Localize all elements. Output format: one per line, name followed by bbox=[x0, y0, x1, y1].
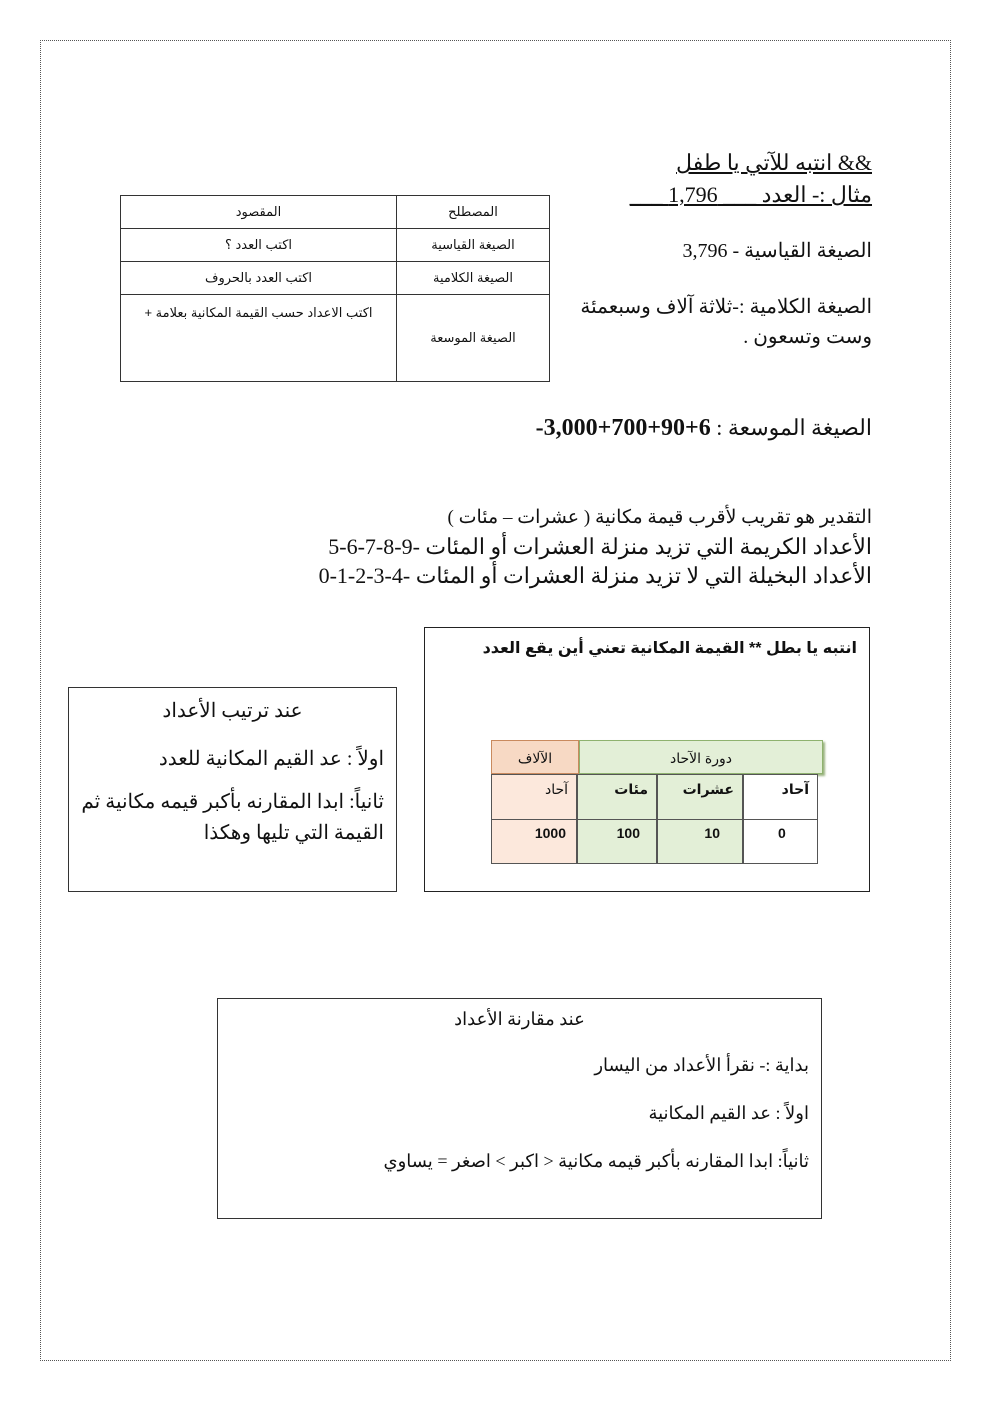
expanded-form-value: -3,000+700+90+6 bbox=[535, 415, 711, 441]
column-label: آحاد bbox=[781, 781, 809, 797]
verbal-form-line1: الصيغة الكلامية :-ثلاثة آلاف وسبعمئة bbox=[580, 296, 872, 318]
place-value-title: انتبه يا بطل ** القيمة المكانية تعني أين يقع العدد bbox=[482, 640, 857, 657]
table-cell: اكتب العدد بالحروف bbox=[121, 262, 397, 295]
table-row bbox=[121, 196, 550, 229]
tens-column bbox=[657, 774, 743, 864]
column-value: 10 bbox=[704, 825, 720, 841]
thousands-ones-column bbox=[491, 774, 577, 864]
comparison-title: عند مقارنة الأعداد bbox=[454, 1009, 585, 1029]
verbal-form bbox=[552, 292, 872, 352]
ordering-step-1: اولاً : عد القيم المكانية للعدد bbox=[158, 748, 384, 770]
table-cell: الصيغة الموسعة bbox=[397, 295, 550, 382]
terms-table bbox=[120, 195, 550, 382]
table-cell: اكتب الاعداد حسب القيمة المكانية بعلامة + bbox=[121, 295, 397, 382]
table-header-meaning: المقصود bbox=[121, 196, 397, 229]
comparison-start: بداية :- نقرأ الأعداد من اليسار bbox=[594, 1055, 809, 1075]
hundreds-column bbox=[577, 774, 657, 864]
expanded-form-label: الصيغة الموسعة : bbox=[710, 415, 872, 440]
verbal-form-line2: وست وتسعون . bbox=[743, 326, 872, 348]
column-value: 1000 bbox=[534, 825, 566, 841]
table-cell: الصيغة الكلامية bbox=[397, 262, 550, 295]
thousands-period-header: الآلاف bbox=[491, 740, 579, 774]
standard-form: الصيغة القياسية - 3,796 bbox=[682, 240, 872, 262]
estimation-section bbox=[272, 503, 872, 590]
table-cell: اكتب العدد ؟ bbox=[121, 229, 397, 262]
table-header-term: المصطلح bbox=[397, 196, 550, 229]
stingy-numbers: الأعداد البخيلة التي لا تزيد منزلة العشرات أو المئات -4-3-2-1-0 bbox=[318, 563, 872, 588]
ordering-title: عند ترتيب الأعداد bbox=[162, 700, 303, 722]
table-row bbox=[121, 229, 550, 262]
column-value: 0 bbox=[778, 825, 786, 841]
ordering-box bbox=[68, 687, 397, 892]
ordering-steps bbox=[79, 744, 384, 849]
comparison-step-1: اولاً : عد القيم المكانية bbox=[648, 1103, 809, 1123]
page-heading: && انتبه للآتي يا طفل bbox=[676, 150, 872, 175]
ordering-step-2: ثانياً: ابدا المقارنه بأكبر قيمه مكانية ثم القيمة التي تليها وهكذا bbox=[81, 791, 384, 844]
ones-column bbox=[743, 774, 818, 864]
expanded-form bbox=[536, 415, 872, 442]
place-value-chart bbox=[491, 740, 851, 864]
estimation-definition: التقدير هو تقريب لأقرب قيمة مكانية ( عشرات – مئات ) bbox=[447, 507, 872, 528]
table-row bbox=[121, 295, 550, 382]
table-row bbox=[121, 262, 550, 295]
ones-period-header: دورة الآحاد bbox=[579, 740, 823, 774]
place-value-box bbox=[424, 627, 870, 892]
table-cell: الصيغة القياسية bbox=[397, 229, 550, 262]
comparison-box bbox=[217, 998, 822, 1219]
comparison-step-2: ثانياً: ابدا المقارنه بأكبر قيمه مكانية < اكبر > اصغر = يساوي bbox=[383, 1151, 809, 1171]
generous-numbers: الأعداد الكريمة التي تزيد منزلة العشرات أو المئات -9-8-7-6-5 bbox=[328, 534, 872, 559]
column-value: 100 bbox=[616, 825, 640, 841]
example-number: مثال :- العدد ___ 1,796 ___ bbox=[629, 182, 872, 207]
column-label: مئات bbox=[614, 781, 648, 797]
column-label: آحاد bbox=[544, 781, 568, 797]
column-label: عشرات bbox=[682, 781, 734, 797]
